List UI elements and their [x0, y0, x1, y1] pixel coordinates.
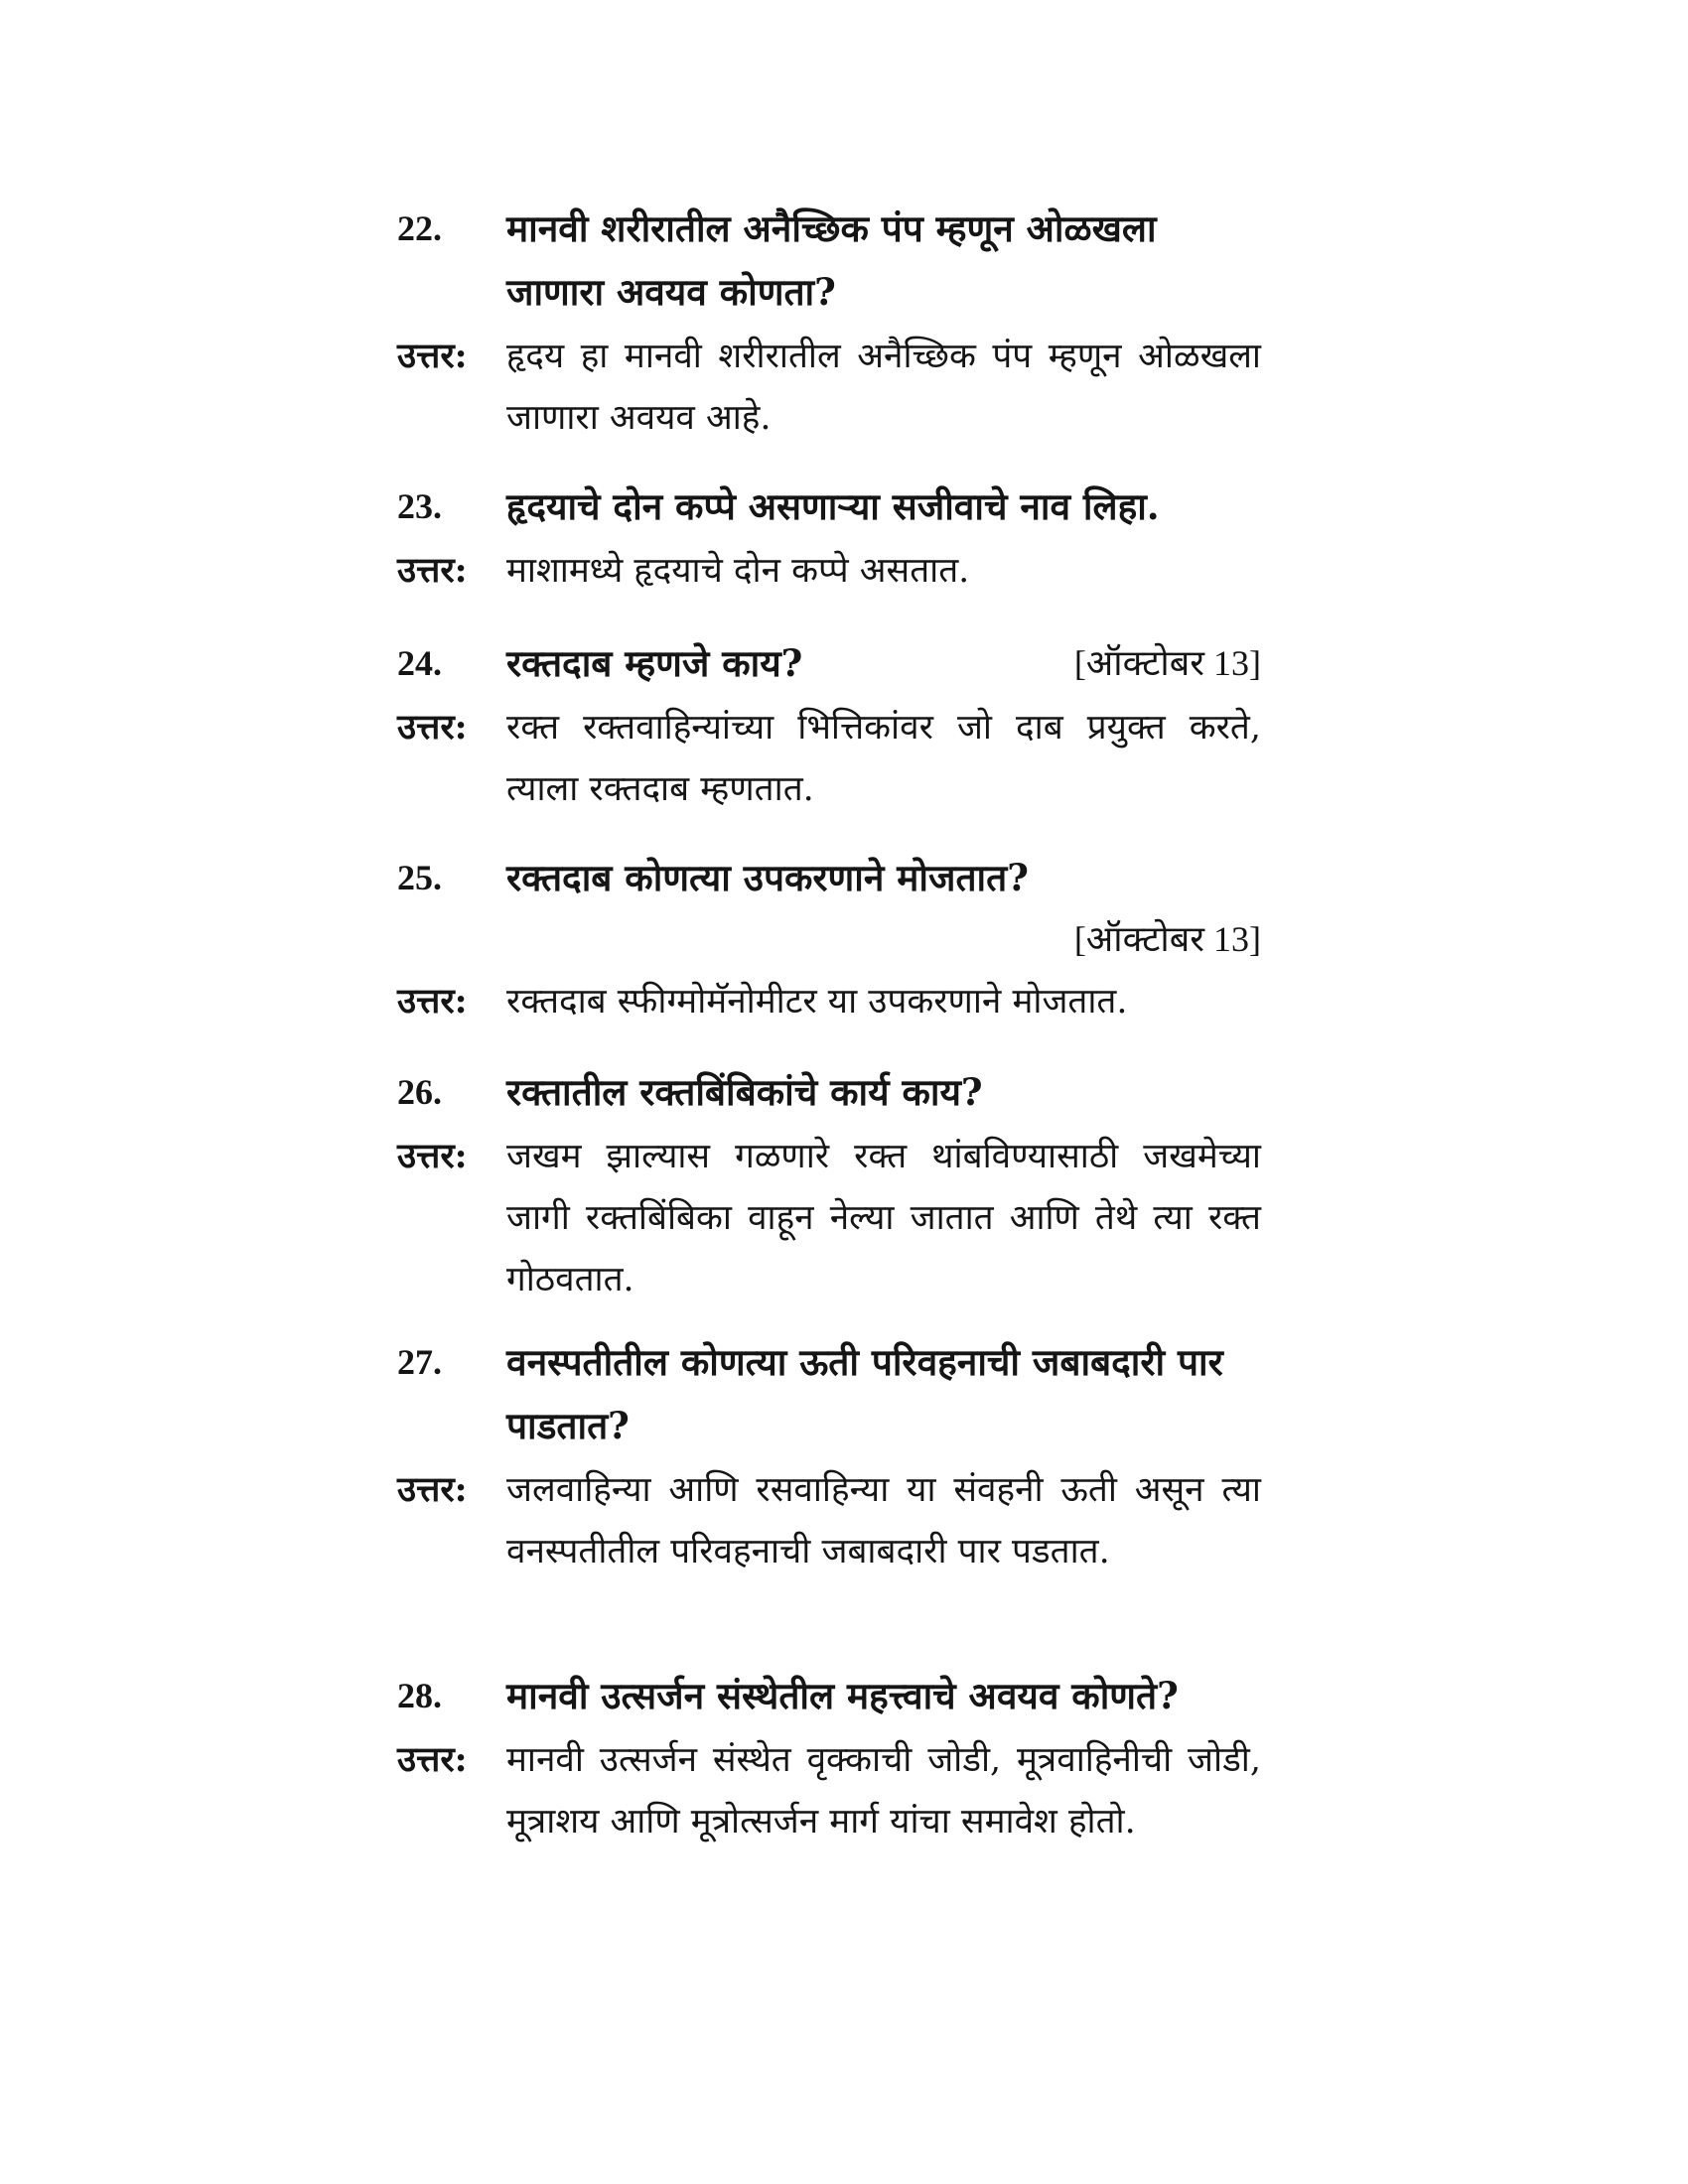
answer-label: उत्तर: [397, 1469, 468, 1510]
answer-text: माशामध्ये हृदयाचे दोन कप्पे असतात. [506, 551, 970, 591]
question-number: 24. [397, 643, 442, 683]
question-row [397, 197, 1261, 324]
answer-text: जलवाहिन्या आणि रसवाहिन्या या संवहनी ऊती असून त्या वनस्पतीतील परिवहनाची जबाबदारी पार पडतात. [506, 1470, 1261, 1571]
qa-item-24 [397, 631, 1261, 820]
question-text: वनस्पतीतील कोणत्या ऊती परिवहनाची जबाबदारी पार पाडतात? [506, 1340, 1223, 1447]
question-text: मानवी उत्सर्जन संस्थेतील महत्त्वाचे अवयव कोणते? [506, 1674, 1179, 1717]
question-text: मानवी शरीरातील अनैच्छिक पंप म्हणून ओळखला जाणारा अवयव कोणता? [506, 206, 1157, 314]
question-text: रक्तदाब म्हणजे काय? [506, 641, 803, 685]
answer-row [397, 540, 1261, 602]
answer-row [397, 697, 1261, 820]
question-text: रक्तातील रक्तबिंबिकांचे कार्य काय? [506, 1070, 983, 1114]
question-number: 27. [397, 1342, 442, 1382]
question-row [397, 1060, 1261, 1124]
answer-label: उत्तर: [397, 336, 468, 376]
answer-text: रक्तदाब स्फीग्मोमॅनोमीटर या उपकरणाने मोजतात. [506, 982, 1128, 1022]
answer-label: उत्तर: [397, 1739, 468, 1780]
question-number: 23. [397, 486, 442, 526]
answer-row [397, 1126, 1261, 1310]
qa-item-23 [397, 475, 1261, 602]
answer-row [397, 1729, 1261, 1852]
answer-label: उत्तर: [397, 1136, 468, 1176]
answer-text: जखम झाल्यास गळणारे रक्त थांबविण्यासाठी जखमेच्या जागी रक्तबिंबिका वाहून नेल्या जातात आणि तेथे त्या रक्त गोठवतात. [506, 1137, 1261, 1299]
answer-row [397, 971, 1261, 1032]
question-text: रक्तदाब कोणत्या उपकरणाने मोजतात? [506, 856, 1029, 899]
exam-date-tag: [ऑक्टोबर 13] [1073, 643, 1261, 683]
answer-label: उत्तर: [397, 981, 468, 1022]
qa-item-25 [397, 846, 1261, 1032]
answer-row [397, 1459, 1261, 1582]
question-row [397, 631, 1261, 695]
qa-item-22 [397, 197, 1261, 449]
question-text: हृदयाचे दोन कप्पे असणाऱ्या सजीवाचे नाव लिहा. [506, 484, 1160, 528]
question-row [397, 846, 1261, 909]
exam-date-tag: [ऑक्टोबर 13] [1073, 919, 1261, 959]
question-row [397, 1664, 1261, 1727]
question-number: 28. [397, 1676, 442, 1715]
question-row [397, 475, 1261, 538]
question-number: 26. [397, 1072, 442, 1112]
qa-item-27 [397, 1330, 1261, 1582]
answer-label: उत्तर: [397, 550, 468, 591]
qa-item-28 [397, 1664, 1261, 1852]
qa-item-26 [397, 1060, 1261, 1310]
question-number: 25. [397, 858, 442, 897]
answer-text: रक्त रक्तवाहिन्यांच्या भित्तिकांवर जो दाब प्रयुक्त करते, त्याला रक्तदाब म्हणतात. [506, 708, 1261, 809]
answer-text: मानवी उत्सर्जन संस्थेत वृक्काची जोडी, मूत्रवाहिनीची जोडी, मूत्राशय आणि मूत्रोत्सर्जन मार्ग यांचा समावेश होतो. [506, 1740, 1261, 1842]
answer-label: उत्तर: [397, 707, 468, 748]
answer-row [397, 326, 1261, 449]
question-number: 22. [397, 208, 442, 248]
answer-text: हृदय हा मानवी शरीरातील अनैच्छिक पंप म्हणून ओळखला जाणारा अवयव आहे. [506, 337, 1261, 438]
question-row [397, 1330, 1261, 1457]
